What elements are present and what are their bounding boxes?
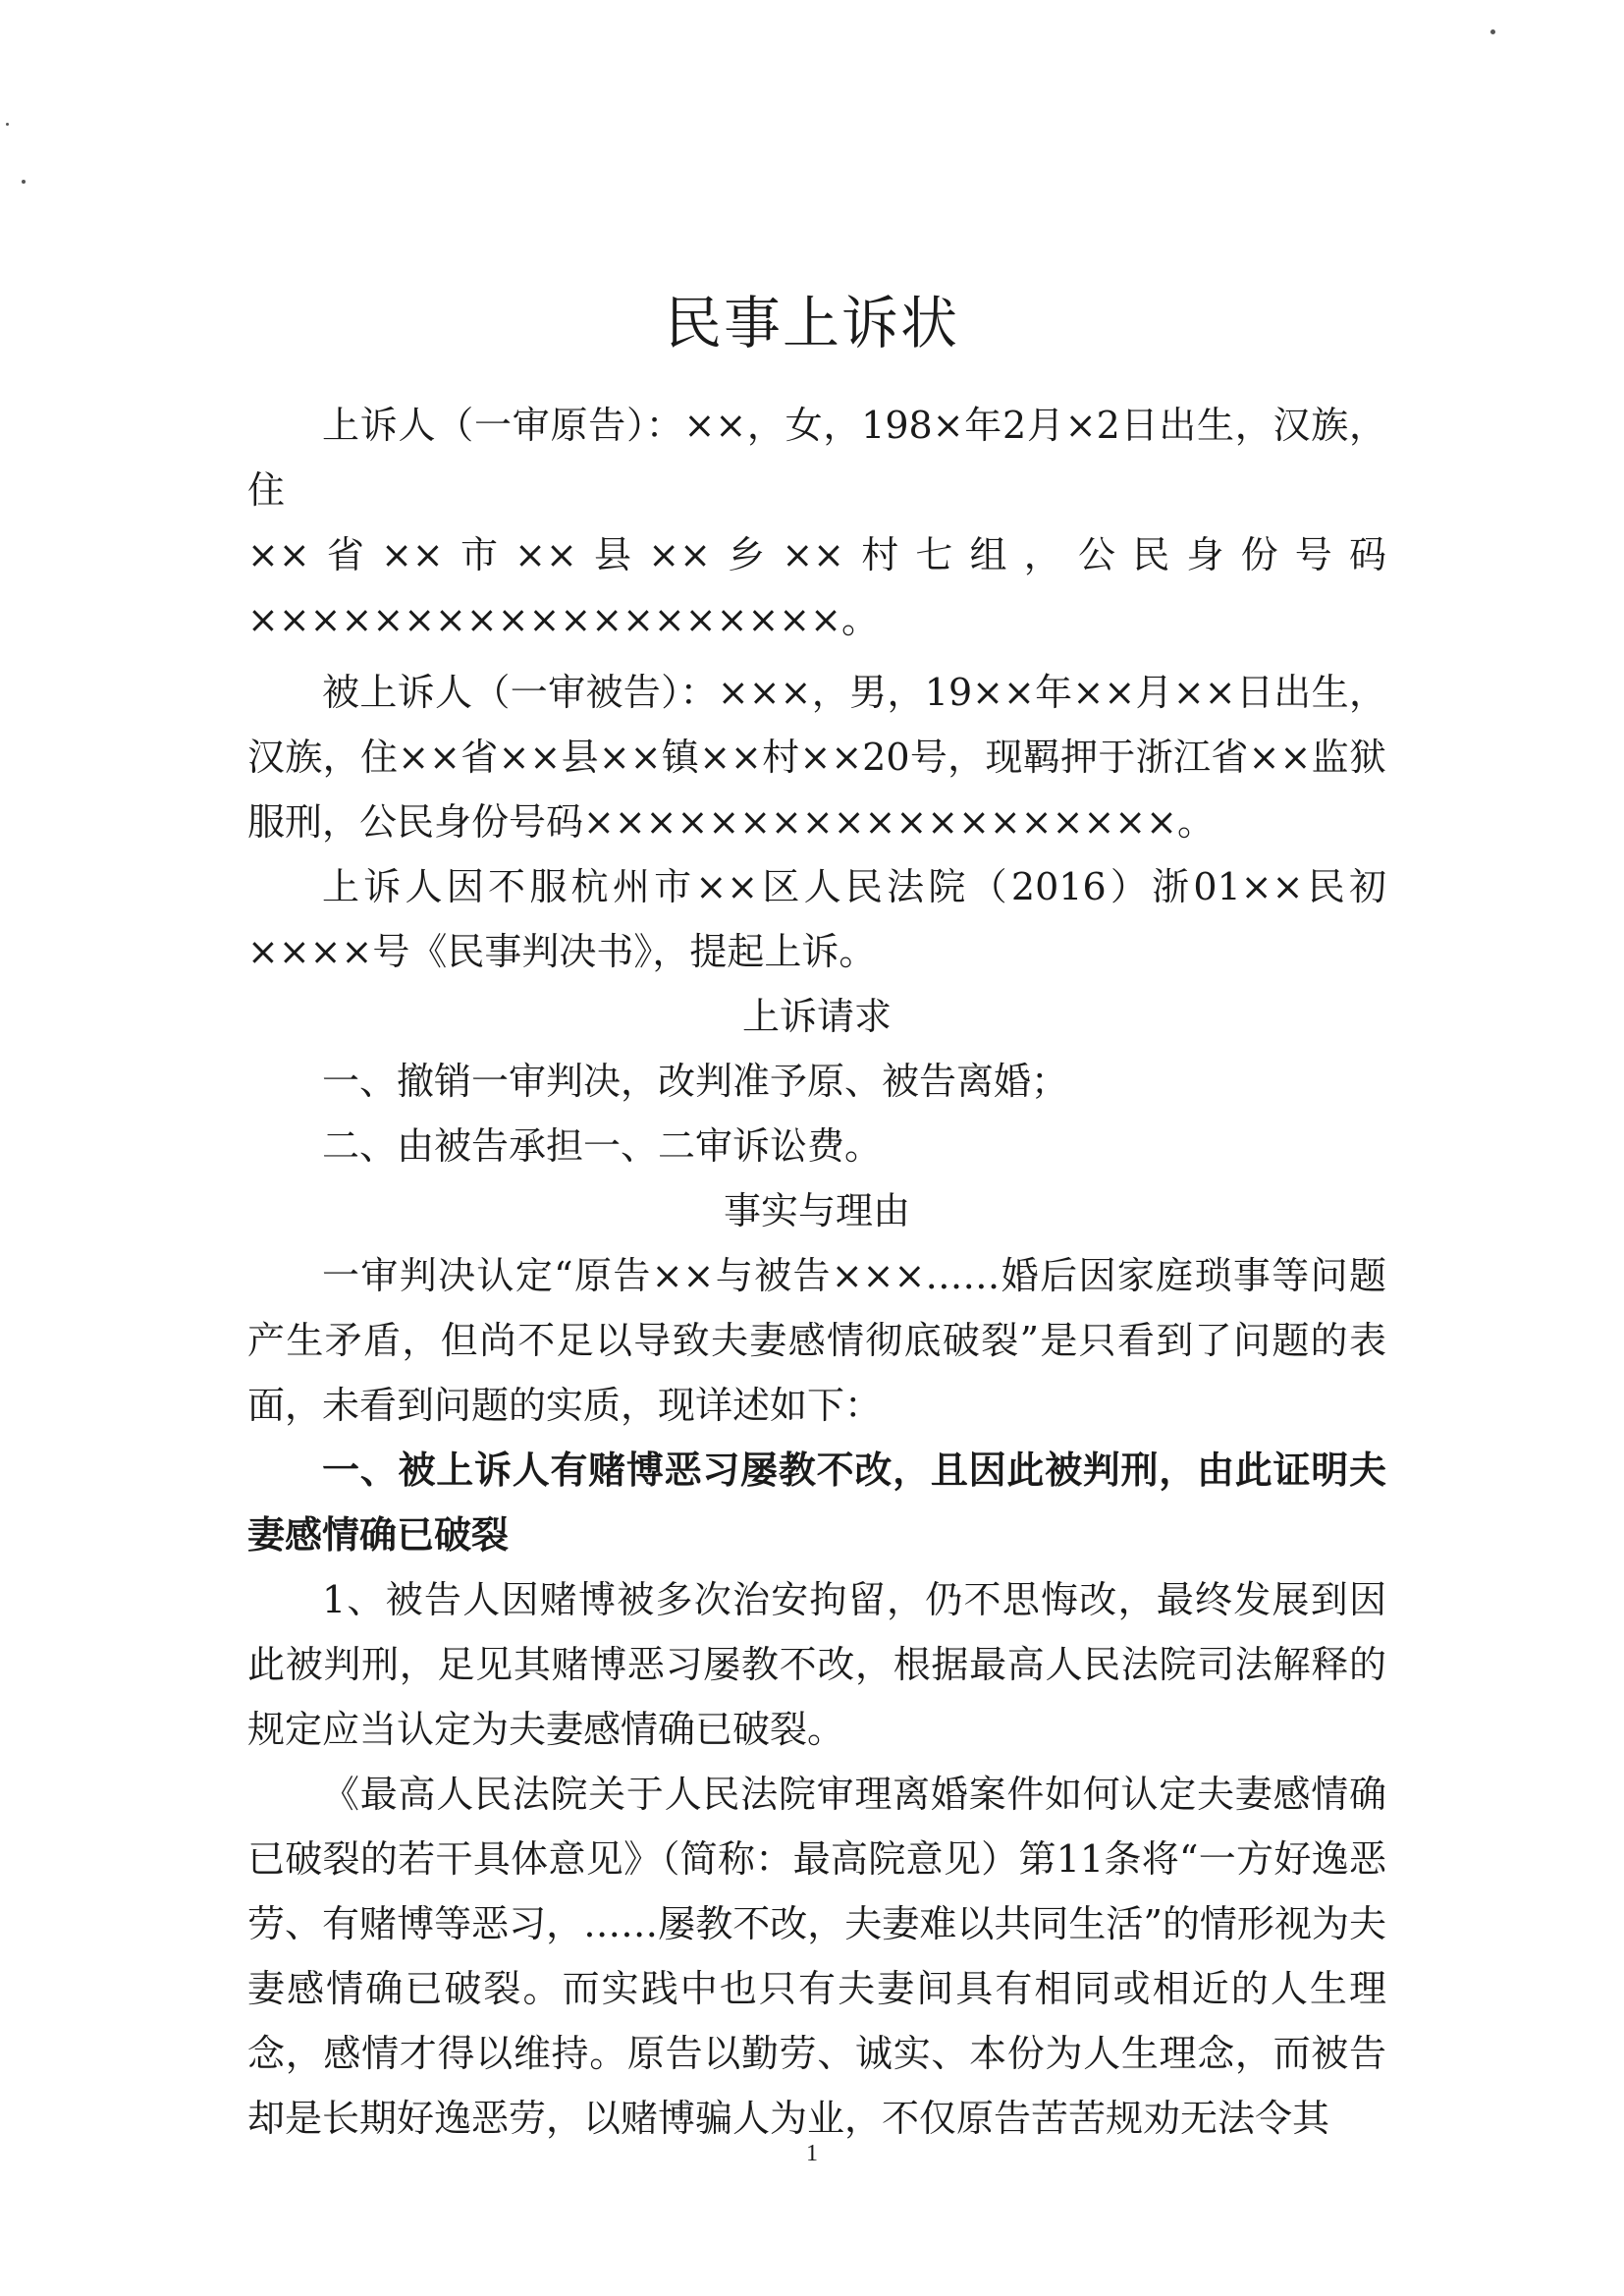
appellee-paragraph: 被上诉人（一审被告）：×××，男，19××年××月××日出生，汉族，住××省××县××镇××村××20号，现羁押于浙江省××监狱服刑，公民身份号码×××××××××××××××××××。 [247, 671, 1386, 844]
page-number: 1 [806, 2141, 818, 2166]
scan-speck [6, 123, 9, 126]
point-1-heading: 一、被上诉人有赌博恶习屡教不改，且因此被判刑，由此证明夫妻感情确已破裂 [247, 1448, 1386, 1557]
document-title: 民事上诉状 [664, 289, 959, 356]
appellant-line-1: 上诉人（一审原告）：××，女，198×年2月×2日出生，汉族，住 [247, 404, 1386, 512]
scan-speck [22, 180, 26, 184]
requests-heading: 上诉请求 [741, 995, 892, 1038]
point-1-1-paragraph: 1、被告人因赌博被多次治安拘留，仍不思悔改，最终发展到因此被判刑，足见其赌博恶习屡教不改，根据最高人民法院司法解释的规定应当认定为夫妻感情确已破裂。 [247, 1578, 1386, 1751]
scan-speck [1490, 29, 1495, 34]
appellant-line-3: ×××××××××××××××××××。 [247, 598, 879, 641]
request-item-1: 一、撤销一审判决，改判准予原、被告离婚； [322, 1060, 1069, 1103]
appeal-intro-paragraph: 上诉人因不服杭州市××区人民法院（2016）浙01××民初××××号《民事判决书》，提起上诉。 [247, 865, 1386, 973]
facts-heading: 事实与理由 [723, 1189, 910, 1232]
document-body [247, 393, 1386, 2151]
request-item-2: 二、由被告承担一、二审诉讼费。 [322, 1124, 883, 1168]
facts-intro-paragraph: 一审判决认定“原告××与被告×××……婚后因家庭琐事等问题产生矛盾，但尚不足以导致夫妻感情彻底破裂”是只看到了问题的表面，未看到问题的实质，现详述如下： [247, 1254, 1386, 1427]
appellant-line-2: ××省××市××县××乡××村七组，公民身份号码 [247, 533, 1386, 576]
point-1-law-paragraph: 《最高人民法院关于人民法院审理离婚案件如何认定夫妻感情确已破裂的若干具体意见》（简称：最高院意见）第11条将“一方好逸恶劳、有赌博等恶习，……屡教不改，夫妻难以共同生活”的情形视为夫妻感情确已破裂。而实践中也只有夫妻间具有相同或相近的人生理念，感情才得以维持。原告以勤劳、诚实、本份为人生理念，而被告却是长期好逸恶劳，以赌博骗人为业，不仅原告苦苦规劝无法令其 [247, 1773, 1386, 2140]
